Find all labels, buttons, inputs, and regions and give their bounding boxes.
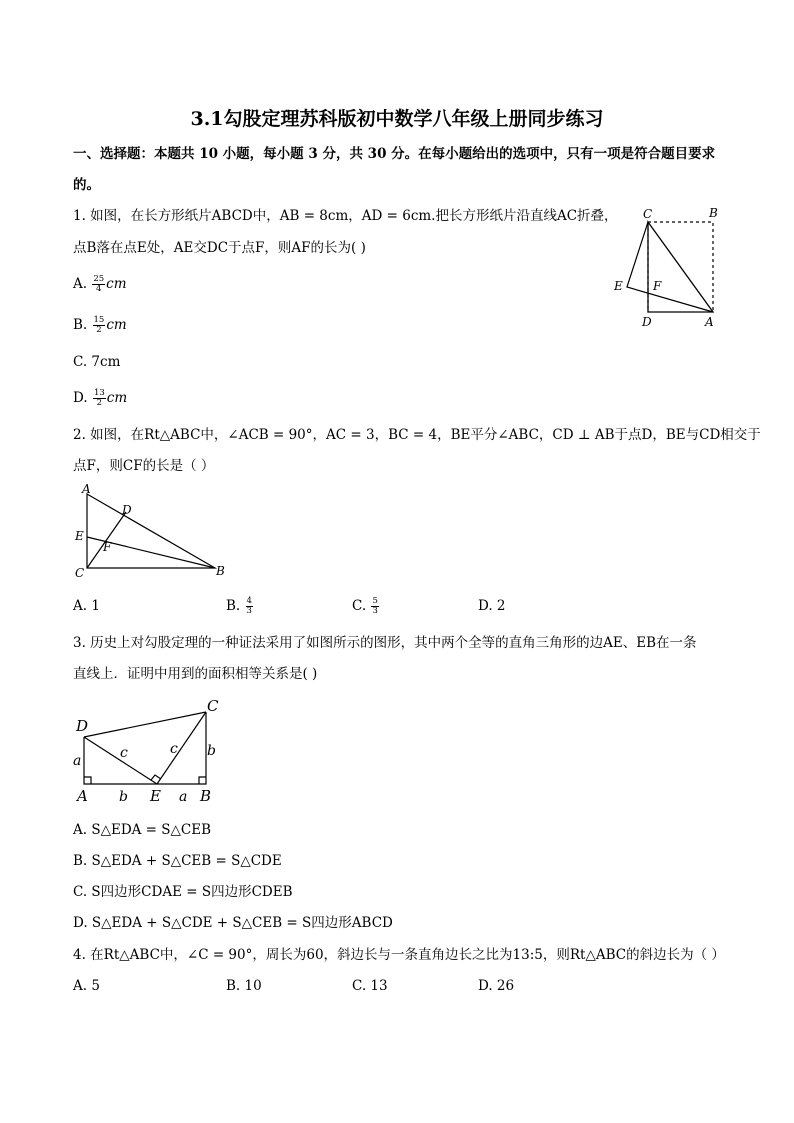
q4-option-a: A. 5 <box>73 978 100 994</box>
q1-label-e: E <box>614 279 623 293</box>
q3-stem-line1: 3. 历史上对勾股定理的一种证法采用了如图所示的图形，其中两个全等的直角三角形的边AE、EB在一条 <box>73 635 697 651</box>
q2-option-d: D. 2 <box>478 598 506 614</box>
q4-option-c: C. 13 <box>352 978 388 994</box>
q3-label-c-left: c <box>120 745 128 761</box>
q3-label-a-left: a <box>73 753 82 769</box>
q2-figure <box>70 482 235 582</box>
q3-label-b-bottom: b <box>119 789 128 805</box>
q1-option-b: B. $\frac{15}{2}$ cm <box>73 315 127 335</box>
q3-label-b-right: b <box>207 743 216 759</box>
q1-stem-line2: 点B落在点E处，AE交DC于点F，则AF的长为( ) <box>73 240 366 256</box>
q2-option-b: B. $\frac{4}{3}$ <box>226 596 252 616</box>
q3-label-b: B <box>200 787 212 805</box>
q3-option-d: D. S△EDA + S△CDE + S△CEB = S四边形ABCD <box>73 915 393 931</box>
q1-option-a: A. $\frac{25}{4}$ cm <box>73 274 127 294</box>
q3-stem-line2: 直线上．证明中用到的面积相等关系是( ) <box>73 666 318 682</box>
q1-option-a-fraction: $\frac{25}{4}$ <box>93 274 105 294</box>
q2-label-b: B <box>216 564 225 578</box>
q2-label-c: C <box>75 566 85 580</box>
q3-label-c-right: c <box>170 741 178 757</box>
q2-label-a: A <box>82 482 91 496</box>
q1-option-c: C. 7cm <box>73 354 121 370</box>
q4-option-d: D. 26 <box>478 978 515 994</box>
q1-label-b: B <box>709 206 718 220</box>
q3-option-c: C. S四边形CDAE = S四边形CDEB <box>73 884 293 900</box>
q1-label-c: C <box>643 207 653 221</box>
q2-option-a: A. 1 <box>73 598 100 614</box>
q2-stem-line1: 2. 如图，在Rt△ABC中，∠ACB = 90°，AC = 3，BC = 4，BE平分∠ABC，CD ⊥ AB于点D，BE与CD相交于 <box>73 427 761 443</box>
section-instructions-line1: 一、选择题：本题共 10 小题，每小题 3 分，共 30 分。在每小题给出的选项中，只有一项是符合题目要求 <box>73 146 716 162</box>
q3-label-a-bottom: a <box>179 789 188 805</box>
q2-stem-line2: 点F，则CF的长是（ ） <box>73 458 215 474</box>
q3-option-b: B. S△EDA + S△CEB = S△CDE <box>73 853 282 869</box>
q3-label-a: A <box>77 787 88 805</box>
q3-label-e: E <box>150 787 161 805</box>
q1-option-d-fraction: $\frac{13}{2}$ <box>93 388 105 408</box>
q2-label-e: E <box>75 529 84 543</box>
q1-stem-line1: 1. 如图，在长方形纸片ABCD中，AB = 8cm，AD = 6cm.把长方形纸片沿直线AC折叠， <box>73 208 618 224</box>
q4-option-b: B. 10 <box>226 978 262 994</box>
q1-figure <box>605 200 735 335</box>
q3-option-a: A. S△EDA = S△CEB <box>73 822 212 838</box>
q1-label-f: F <box>653 279 662 293</box>
q4-stem: 4. 在Rt△ABC中，∠C = 90°，周长为60，斜边长与一条直角边长之比为13:5，则Rt△ABC的斜边长为（ ） <box>73 947 725 963</box>
page-title: 3.1勾股定理苏科版初中数学八年级上册同步练习 <box>190 108 604 130</box>
q2-option-c: C. $\frac{5}{3}$ <box>352 596 378 616</box>
q1-label-a: A <box>705 315 714 329</box>
q1-label-d: D <box>642 315 652 329</box>
section-instructions-line2: 的。 <box>73 177 100 193</box>
q3-figure <box>70 695 230 810</box>
q2-label-d: D <box>122 503 132 517</box>
q3-label-d: D <box>76 717 89 735</box>
q1-option-d: D. $\frac{13}{2}$ cm <box>73 388 128 408</box>
q2-label-f: F <box>103 540 112 554</box>
q3-label-c: C <box>207 697 219 715</box>
q1-option-b-fraction: $\frac{15}{2}$ <box>93 315 105 335</box>
